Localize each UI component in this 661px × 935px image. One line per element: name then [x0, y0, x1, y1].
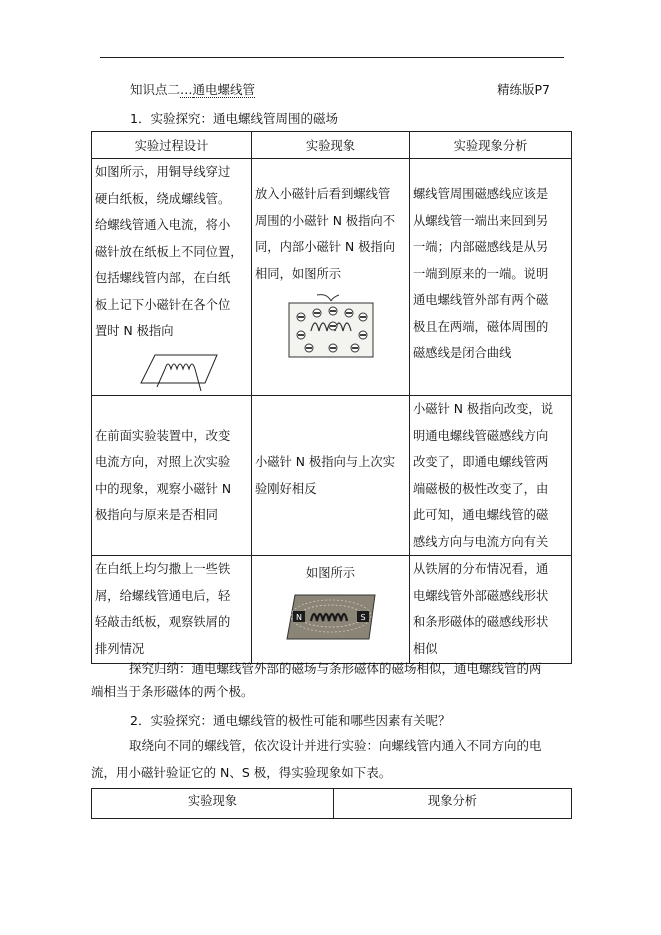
text-line: 给螺线管通入电流，将小 — [95, 218, 231, 232]
table-header-row — [92, 789, 572, 819]
analysis-cell — [410, 159, 572, 396]
text-line: 磁感线是闭合曲线 — [413, 346, 512, 360]
topic-dots: … — [180, 82, 193, 97]
text-line: 板上记下小磁针在各个位 — [95, 297, 231, 312]
phenomenon-cell — [252, 556, 410, 664]
table-row — [92, 396, 572, 556]
section2-paragraph — [91, 732, 571, 786]
compass-coil-figure — [287, 293, 377, 359]
col-header-analysis: 实验现象分析 — [410, 132, 572, 159]
text-line: 置时 N 极指向 — [95, 324, 174, 338]
text-line: 电螺线管外部磁感线形状 — [413, 588, 549, 603]
text-line: 轻敲击纸板，观察铁屑的 — [95, 615, 231, 629]
paragraph-line: 取绕向不同的螺线管，依次设计并进行实验：向螺线管内通入不同方向的电 — [129, 738, 542, 753]
summary — [91, 657, 571, 703]
iron-filings-photo — [285, 589, 377, 645]
text-line: 从螺线管一端出来回到另 — [413, 213, 549, 228]
text-line: 从铁屑的分布情况看，通 — [413, 562, 549, 576]
analysis-cell — [410, 396, 572, 556]
experiment-table — [91, 131, 572, 664]
summary-line: 探究归纳：通电螺线管外部的磁场与条形磁体的磁场相似，通电螺线管的两 — [129, 661, 542, 676]
text-line: 端磁极的极性改变了，由 — [413, 481, 549, 496]
text-line: 如图所示，用铜导线穿过 — [95, 165, 231, 179]
text-line: 相似 — [413, 641, 438, 656]
col-header-phenomenon: 实验现象 — [92, 789, 334, 819]
text-line: 电流方向，对照上次实验 — [95, 455, 231, 469]
south-pole-label: S — [359, 612, 366, 622]
text-line: 此可知，通电螺线管的磁 — [413, 508, 549, 522]
top-rule — [100, 57, 564, 58]
text-line: 一端到原来的一端。说明 — [413, 266, 549, 281]
text-line: 螺线管周围磁感线应该是 — [413, 187, 549, 201]
text-line: 验刚好相反 — [255, 481, 317, 496]
phenomenon-cell — [252, 159, 410, 396]
text-line: 如图所示 — [305, 566, 356, 580]
text-line: 相同，如图所示 — [255, 266, 342, 281]
analysis-cell — [410, 556, 572, 664]
text-line: 改变了，即通电螺线管两 — [413, 455, 549, 469]
text-line: 小磁针 N 极指向与上次实 — [255, 455, 395, 469]
text-line: 和条形磁体的磁感线形状 — [413, 615, 549, 629]
table-row — [92, 159, 572, 396]
col-header-phenomenon: 实验现象 — [252, 132, 410, 159]
text-line: 一端；内部磁感线是从另 — [413, 240, 549, 254]
section2-title: 2．实验探究：通电螺线管的极性可能和哪些因素有关呢？ — [130, 713, 451, 728]
table-header-row — [92, 132, 572, 159]
knowledge-point-header — [130, 80, 255, 98]
polarity-table — [91, 788, 572, 819]
design-cell — [92, 556, 252, 664]
text-line: 小磁针 N 极指向改变，说 — [413, 402, 553, 416]
text-line: 屑，给螺线管通电后，轻 — [95, 588, 231, 603]
text-line: 中的现象，观察小磁针 N — [95, 481, 232, 496]
coil-board-figure — [137, 347, 227, 393]
north-pole-label: N — [295, 612, 302, 622]
design-cell — [92, 159, 252, 396]
text-line: 极指向与原来是否相同 — [95, 508, 218, 522]
paragraph-line: 流，用小磁针验证它的 N、S 极，得实验现象如下表。 — [91, 765, 392, 780]
text-line: 包括螺线管内部，在白纸 — [95, 271, 231, 285]
text-line: 排列情况 — [95, 641, 145, 656]
text-line: 通电螺线管外部有两个磁 — [413, 293, 549, 307]
phenomenon-cell — [252, 396, 410, 556]
text-line: 硬白纸板，绕成螺线管。 — [95, 191, 231, 206]
topic-label: 知识点二 — [130, 82, 181, 97]
summary-line: 端相当于条形磁体的两个极。 — [91, 684, 254, 699]
text-line: 磁针放在纸板上不同位置， — [95, 244, 243, 259]
design-cell — [92, 396, 252, 556]
text-line: 放入小磁针后看到螺线管 — [255, 187, 391, 201]
text-line: 在前面实验装置中，改变 — [95, 428, 231, 443]
col-header-design: 实验过程设计 — [92, 132, 252, 159]
col-header-analysis: 现象分析 — [334, 789, 572, 819]
text-line: 在白纸上均匀撒上一些铁 — [95, 562, 231, 576]
text-line: 感线方向与电流方向有关 — [413, 534, 549, 549]
edition-label: 精练版P7 — [497, 82, 550, 97]
text-line: 周围的小磁针 N 极指向不 — [255, 213, 395, 228]
topic-title: 通电螺线管 — [192, 82, 256, 97]
table-row — [92, 556, 572, 664]
section1-title: 1．实验探究：通电螺线管周围的磁场 — [130, 111, 338, 126]
text-line: 同，内部小磁针 N 极指向 — [255, 240, 395, 254]
text-line: 明通电螺线管磁感线方向 — [413, 428, 549, 443]
text-line: 极且在两端，磁体周围的 — [413, 319, 549, 334]
